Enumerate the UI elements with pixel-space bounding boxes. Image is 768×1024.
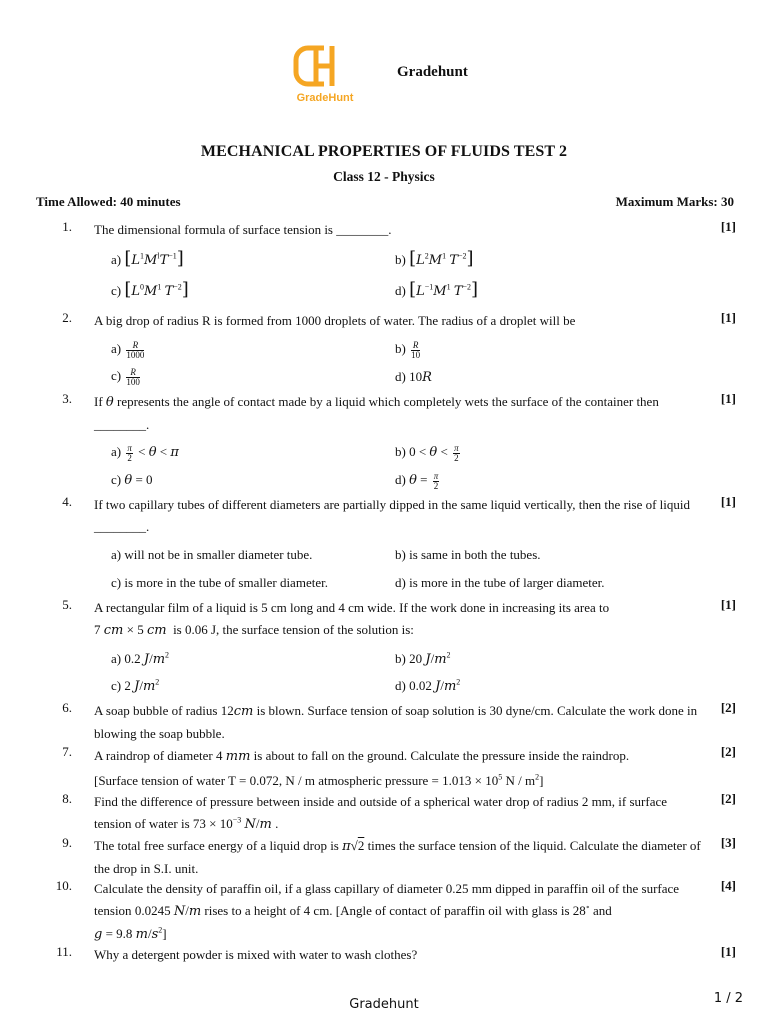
question-text: The total free surface energy of a liquid drop is π√2 times the surface tension of the liquid. Calculate the diameter of the drop in S.I. unit. [94, 838, 701, 876]
question-number: 2. [62, 310, 72, 325]
brand-name: Gradehunt [397, 64, 468, 80]
option-d: d) [$L^{-1}M^1$ $T^{-2}$] [395, 279, 479, 300]
option-c: c) is more in the tube of smaller diameter. [111, 575, 328, 590]
option-d: d) 10R [395, 369, 432, 385]
option-b: b) is same in both the tubes. [395, 547, 541, 562]
option-a: a) $\frac{R}{1000}$ [111, 339, 145, 360]
footer-brand: Gradehunt [349, 997, 419, 1012]
question-marks: [1] [720, 391, 736, 406]
question-marks: [2] [720, 700, 736, 715]
test-title: MECHANICAL PROPERTIES OF FLUIDS TEST 2 [200, 143, 568, 160]
question-text: A big drop of radius R is formed from 1000 droplets of water. The radius of a droplet will be [94, 313, 576, 328]
option-b: b) [$L^2M^1$ $T^{-2}$] [395, 248, 474, 269]
option-a: a) 0.2 $J/m^2$ [111, 650, 170, 667]
svg-text:GradeHunt: GradeHunt [296, 92, 354, 104]
question-number: 1. [62, 219, 72, 234]
question-text: Calculate the density of paraffin oil, if a glass capillary of diameter 0.25 mm dipped in paraffin oil of the surface tension 0.0245 N/m rises to a height of 4 cm. [Angle of contact of paraffin oil with glass is 28∘ and g = 9.8 $m/s^2$] [94, 881, 680, 942]
question-marks: [1] [720, 494, 736, 509]
option-d: d) 0.02 $J/m^2$ [395, 677, 461, 694]
option-b: b) 20 $J/m^2$ [395, 650, 451, 667]
page-number: 1 / 2 [713, 991, 743, 1006]
option-c: c) $\frac{R}{100}$ [111, 366, 140, 387]
test-subtitle: Class 12 - Physics [333, 169, 435, 184]
question-text: A rectangular film of a liquid is 5 cm long and 4 cm wide. If the work done in increasing its area to 7 cm × 5 cm is 0.06 J, the surface tension of the solution is: [94, 600, 610, 638]
question-number: 6. [62, 700, 72, 715]
option-c: c) [$L^0M^1$ $T^{-2}$] [111, 279, 189, 300]
option-a: a) $[L^1M^lT^{-1}]$ [111, 248, 184, 269]
question-number: 4. [62, 494, 72, 509]
time-allowed: Time Allowed: 40 minutes [36, 194, 181, 209]
question-text: A raindrop of diameter 4 mm is about to fall on the ground. Calculate the pressure inside the raindrop. [Surface tension of water T = 0.072, N / m atmospheric pressure = $1.013 \times 10^5$ N / $m^2$] [94, 748, 630, 788]
question-number: 10. [55, 878, 72, 893]
gradehunt-logo [288, 42, 362, 106]
question-text: Find the difference of pressure between inside and outside of a spherical water drop of radius 2 mm, if surface tension of water is $73 \times 10^{-3}$ N/m . [94, 794, 668, 832]
question-text: The dimensional formula of surface tension is ________. [94, 222, 392, 237]
question-number: 11. [56, 944, 72, 959]
question-marks: [4] [720, 878, 736, 893]
question-number: 3. [62, 391, 72, 406]
option-b: b) 0 < θ < $\frac{\pi}{2}$ [395, 442, 459, 463]
question-text: A soap bubble of radius 12cm is blown. Surface tension of soap solution is 30 dyne/cm. Calculate the work done in blowing the soap bubble. [94, 703, 698, 741]
question-number: 7. [62, 744, 72, 759]
maximum-marks: Maximum Marks: 30 [615, 194, 734, 209]
question-marks: [1] [720, 219, 736, 234]
option-b: b) $\frac{R}{10}$ [395, 339, 421, 360]
option-d: d) θ = $\frac{\pi}{2}$ [395, 470, 439, 491]
question-text: Why a detergent powder is mixed with water to wash clothes? [94, 947, 418, 962]
question-text: If two capillary tubes of different diameters are partially dipped in the same liquid vertically, then the rise of liquid ________. [94, 497, 691, 534]
question-marks: [2] [720, 744, 736, 759]
question-text: If θ represents the angle of contact made by a liquid which completely wets the surface of the container then ________. [94, 394, 659, 432]
option-a: a) $\frac{\pi}{2}$ < θ < π [111, 442, 179, 463]
question-marks: [2] [720, 791, 736, 806]
question-marks: [1] [720, 944, 736, 959]
question-marks: [1] [720, 310, 736, 325]
question-marks: [3] [720, 835, 736, 850]
question-number: 9. [62, 835, 72, 850]
option-c: c) θ = 0 [111, 472, 153, 488]
question-number: 8. [62, 791, 72, 806]
option-d: d) is more in the tube of larger diameter. [395, 575, 605, 590]
option-a: a) will not be in smaller diameter tube. [111, 547, 313, 562]
question-marks: [1] [720, 597, 736, 612]
option-c: c) 2 $J/m^2$ [111, 677, 160, 694]
question-number: 5. [62, 597, 72, 612]
